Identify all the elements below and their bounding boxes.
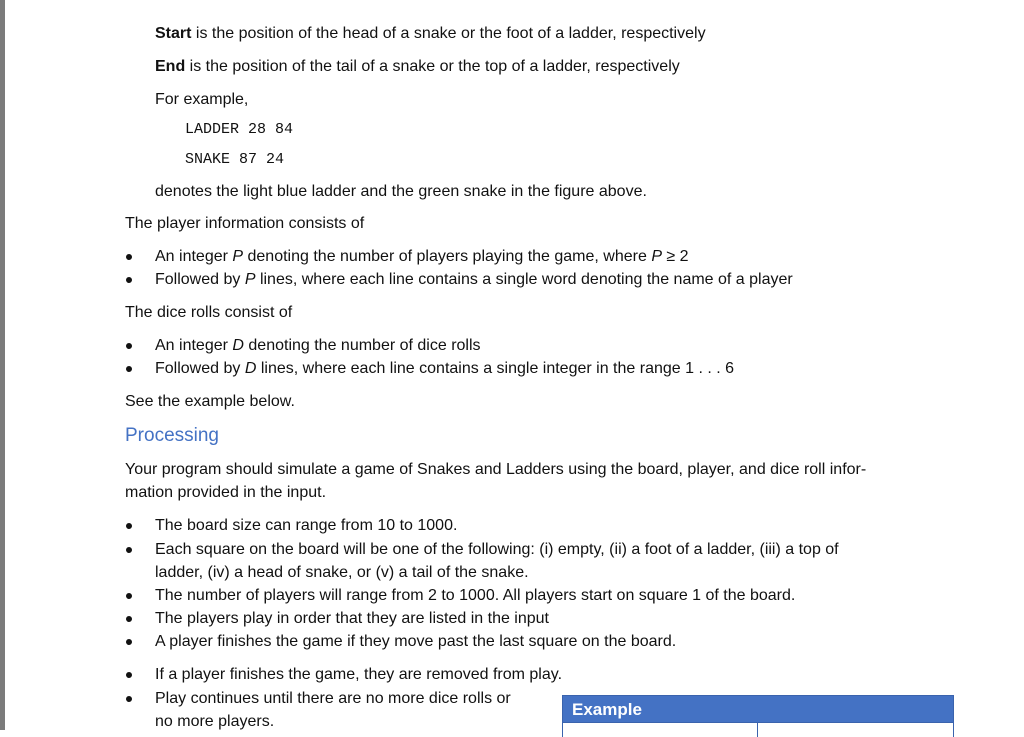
- end-term: End: [155, 58, 186, 75]
- code-ladder-line: LADDER 28 84: [185, 121, 294, 138]
- bullet-marker: [126, 593, 132, 599]
- item-text: Followed by: [155, 360, 245, 377]
- bullet-marker: [126, 366, 132, 372]
- rule-item: Play continues until there are no more dice rolls or: [155, 690, 511, 707]
- dice-intro: The dice rolls consist of: [125, 304, 293, 321]
- bullet-marker: [126, 523, 132, 529]
- start-definition: [155, 23, 706, 45]
- rule-item: The number of players will range from 2 to 1000. All players start on square 1 of the board.: [155, 587, 796, 604]
- column-divider: [757, 723, 758, 737]
- rule-item: Each square on the board will be one of the following: (i) empty, (ii) a foot of a ladder, (iii) a top of: [155, 541, 839, 558]
- item-text: Followed by: [155, 271, 245, 288]
- bullet-marker: [126, 254, 132, 260]
- code-snake-line: SNAKE 87 24: [185, 151, 285, 168]
- dice-values-item: [155, 358, 734, 380]
- rule-item: If a player finishes the game, they are removed from play.: [155, 666, 563, 683]
- bullet-marker: [126, 547, 132, 553]
- item-text: ≥ 2: [661, 248, 689, 265]
- rule-item: The board size can range from 10 to 1000.: [155, 517, 458, 534]
- example-table: [562, 695, 954, 737]
- end-definition: [155, 56, 680, 78]
- bullet-marker: [126, 277, 132, 283]
- bullet-marker: [126, 343, 132, 349]
- example-note: denotes the light blue ladder and the green snake in the figure above.: [155, 183, 647, 200]
- variable: P: [244, 271, 256, 288]
- end-text: is the position of the tail of a snake or the top of a ladder, respectively: [189, 58, 680, 75]
- variable: P: [651, 248, 662, 265]
- page-left-edge: [0, 0, 5, 730]
- rule-item-continuation: no more players.: [155, 713, 275, 730]
- bullet-marker: [126, 616, 132, 622]
- example-intro: For example,: [155, 91, 249, 108]
- example-table-title: Example: [572, 700, 642, 719]
- item-text: lines, where each line contains a single integer in the range 1 . . . 6: [256, 360, 735, 377]
- start-text: is the position of the head of a snake or the foot of a ladder, respectively: [195, 25, 706, 42]
- item-text: denoting the number of dice rolls: [243, 337, 481, 354]
- player-info-intro: The player information consists of: [125, 215, 365, 232]
- variable: P: [232, 248, 244, 265]
- player-names-item: [155, 269, 793, 291]
- item-text: denoting the number of players playing the game, where: [243, 248, 652, 265]
- rule-item: A player finishes the game if they move past the last square on the board.: [155, 633, 677, 650]
- rule-item: The players play in order that they are listed in the input: [155, 610, 549, 627]
- processing-paragraph-line: mation provided in the input.: [125, 484, 327, 501]
- start-term: Start: [155, 25, 192, 42]
- rule-item-continuation: ladder, (iv) a head of snake, or (v) a tail of the snake.: [155, 564, 529, 581]
- item-text: An integer: [155, 337, 233, 354]
- variable: D: [244, 360, 257, 377]
- processing-paragraph-line: Your program should simulate a game of Snakes and Ladders using the board, player, and dice roll infor-: [125, 461, 867, 478]
- dice-count-item: [155, 335, 481, 357]
- bullet-marker: [126, 696, 132, 702]
- processing-heading: Processing: [125, 425, 219, 446]
- item-text: An integer: [155, 248, 233, 265]
- player-count-item: [155, 246, 689, 268]
- item-text: lines, where each line contains a single word denoting the name of a player: [255, 271, 793, 288]
- bullet-marker: [126, 672, 132, 678]
- see-example-text: See the example below.: [125, 393, 295, 410]
- bullet-marker: [126, 639, 132, 645]
- variable: D: [232, 337, 244, 354]
